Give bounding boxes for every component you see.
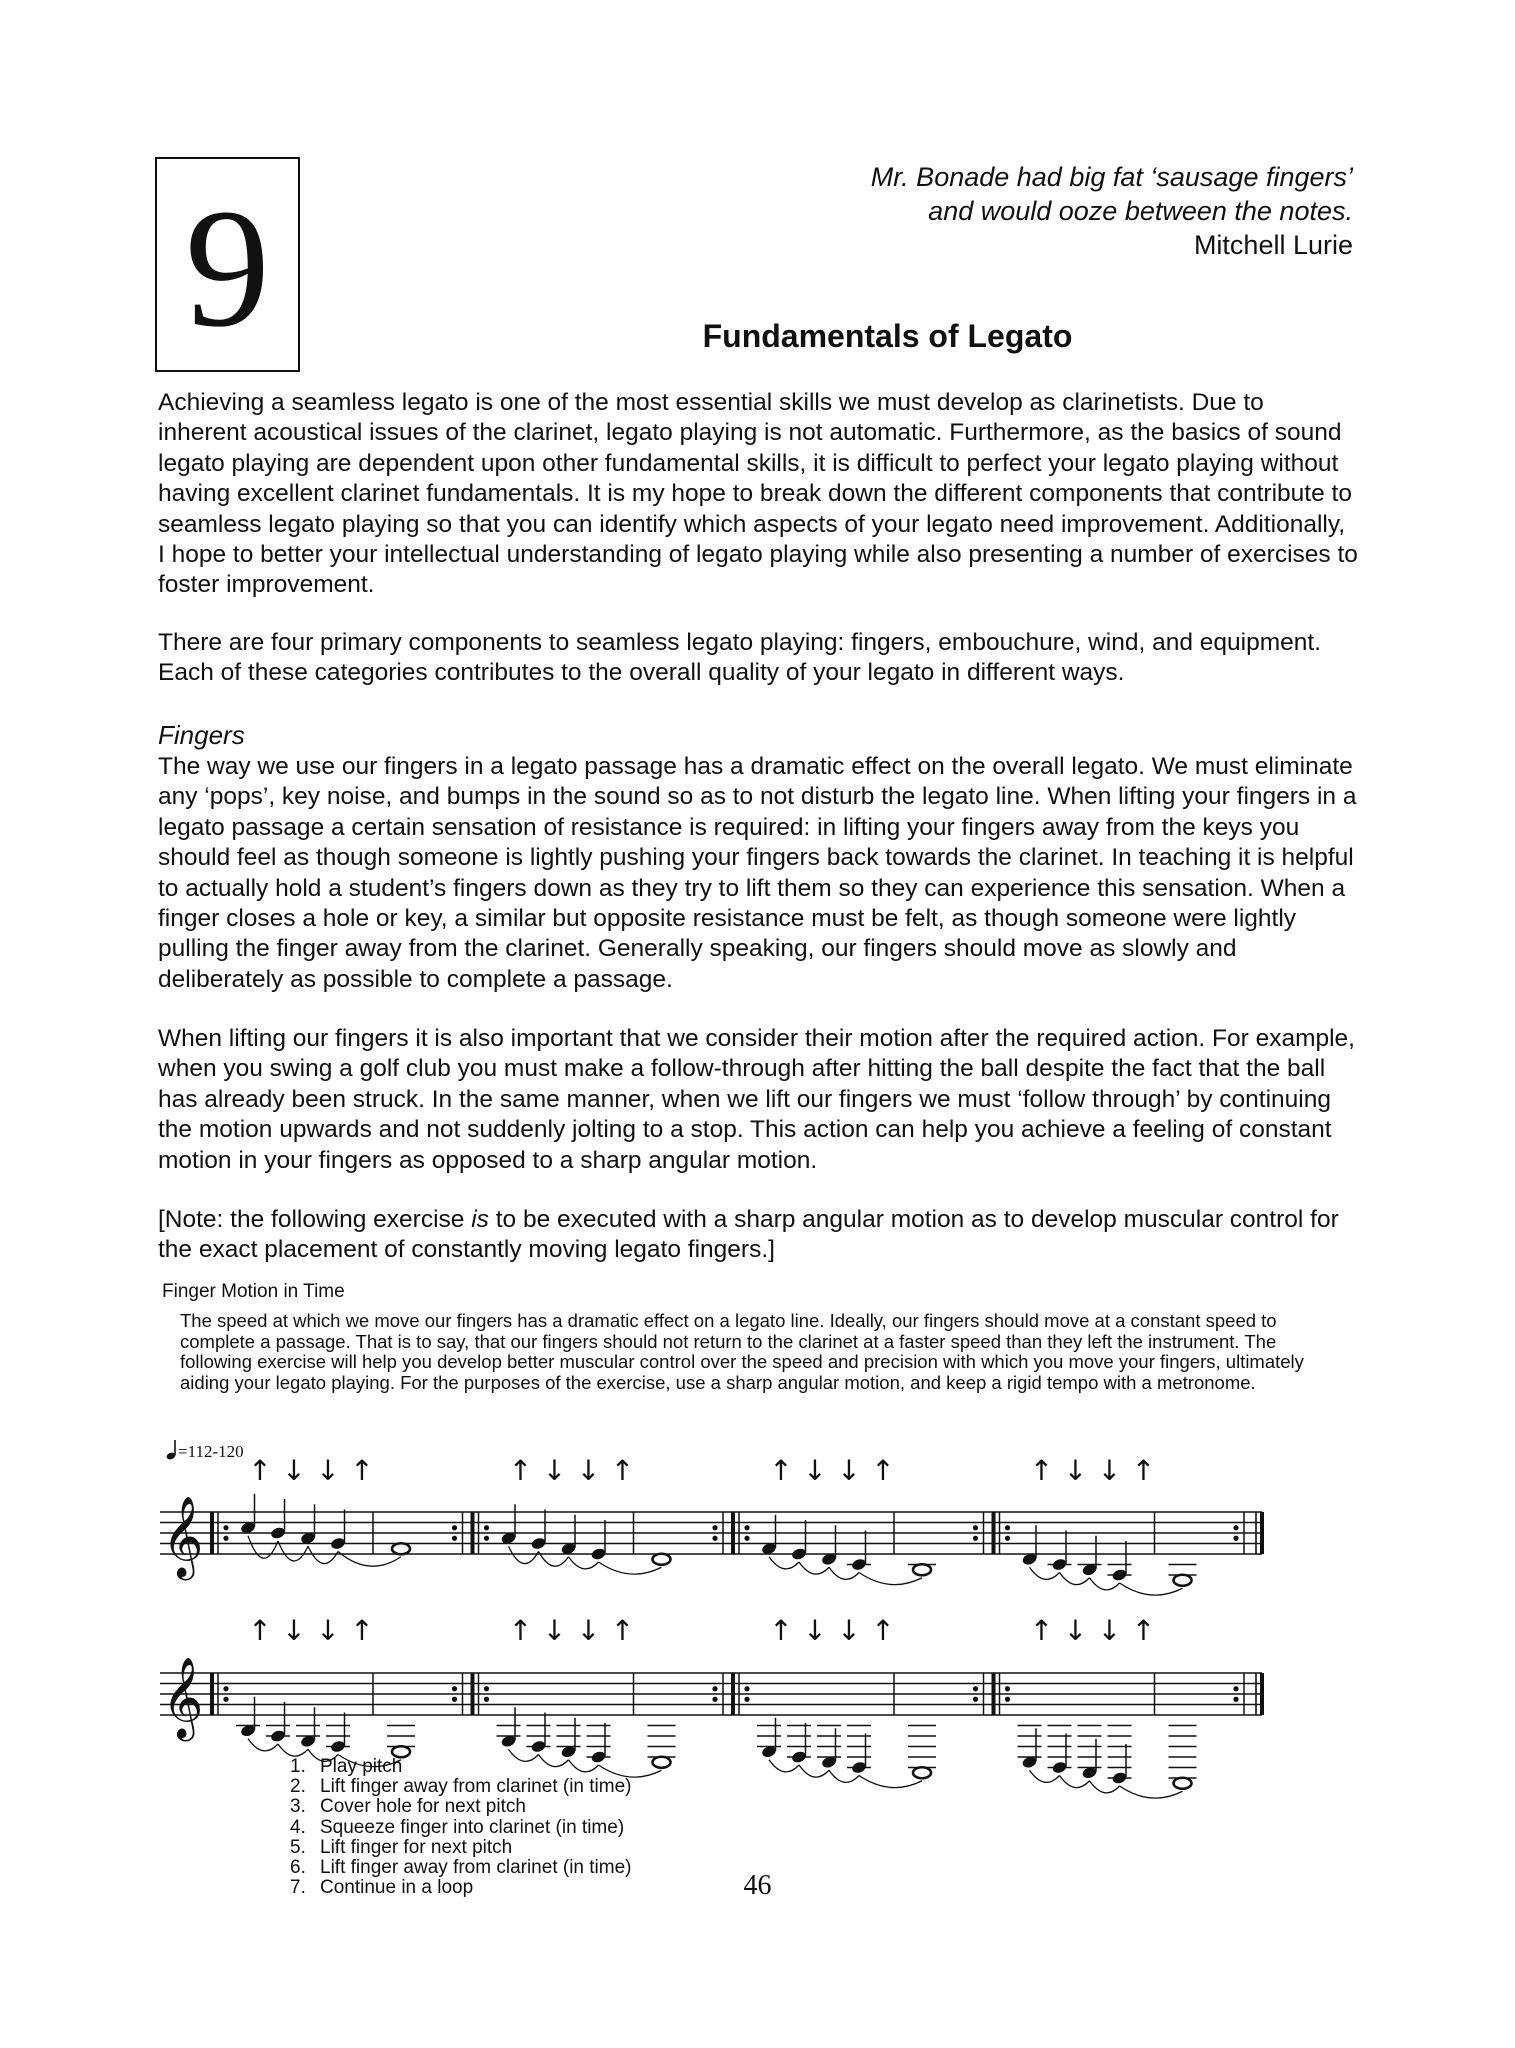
repeat-dot — [223, 1686, 228, 1691]
quarter-note — [240, 1521, 257, 1535]
paragraph-fingers: The way we use our fingers in a legato passage has a dramatic effect on the overall legato. We must eliminate any ‘pops’, key noise, and bumps in the sound so as to not disturb the legato line. When lifting your fingers in a legato passage a certain sensation of resistance is required: in lifting your fingers away from the keys you should feel as though someone is lightly pushing your fingers back towards the clarinet. In teaching it is helpful to actually hold a student’s fingers down as they try to lift them so they can experience this sensation. When a finger closes a hole or key, a similar but opposite resistance must be felt, as though someone were lightly pulling the finger away from the clarinet. Generally speaking, our fingers should move as slowly and deliberately as possible to complete a passage. — [158, 753, 1357, 993]
paragraph-components: There are four primary components to seamless legato playing: fingers, embouchure, wind, and equipment. Each of these categories contributes to the overall quality of your legato in different ways. — [158, 629, 1322, 687]
repeat-group — [473, 1504, 724, 1574]
step-text: Lift finger away from clarinet (in time) — [320, 1776, 632, 1798]
quarter-note — [330, 1536, 347, 1550]
treble-clef-icon: 𝄞 — [162, 1495, 204, 1577]
step-number: 4. — [290, 1816, 306, 1838]
slur — [278, 1541, 308, 1561]
step-number: 6. — [290, 1857, 306, 1879]
arrow-up-icon: ↑ — [871, 1614, 895, 1647]
quarter-note — [1021, 1552, 1038, 1566]
staff-system — [160, 1454, 1262, 1595]
slur — [799, 1765, 829, 1777]
arrow-up-icon: ↑ — [1131, 1614, 1156, 1647]
repeat-dot — [744, 1536, 749, 1541]
repeat-dot — [973, 1536, 978, 1541]
slur — [278, 1744, 308, 1756]
arrow-down-icon: ↓ — [803, 1454, 827, 1487]
paragraph-intro: Achieving a seamless legato is one of the most essential skills we must develop as clarinetists. Due to inherent acoustical issues of the clarinet, legato playing is not automatic. Furthermore, as the basics of sound legato playing are dependent upon other fundamental skills, it is difficult to perfect your legato playing without having excellent clarinet fundamentals. It is my hope to break down the different components that contribute to seamless legato playing so that you can identify which aspects of your legato need improvement. Additionally, I hope to better your intellectual understanding of legato playing while also presenting a number of exercises to foster improvement. — [158, 389, 1358, 599]
slur — [509, 1546, 539, 1563]
repeat-group — [733, 1673, 984, 1788]
treble-clef-icon: 𝄞 — [162, 1656, 204, 1738]
arrow-up-icon: ↑ — [769, 1454, 793, 1487]
quarter-note — [761, 1745, 778, 1759]
slur — [599, 1562, 662, 1574]
quarter-note — [270, 1729, 287, 1743]
step-number: 5. — [290, 1836, 306, 1858]
arrow-down-icon: ↓ — [282, 1454, 306, 1487]
repeat-dot — [973, 1686, 978, 1691]
slur — [1060, 1573, 1090, 1585]
exercise-description: The speed at which we move our fingers has a dramatic effect on a legato line. Ideally, our fingers should move at a constant speed to complete a passage. That is to say, that our fingers should not return to the clarinet at a faster speed than they left the instrument. The following exercise will help you develop better muscular control over the speed and precision with which you move your fingers, ultimately aiding your legato playing. For the purposes of the exercise, use a sharp angular motion, and keep a rigid tempo with a metronome. — [180, 1310, 1304, 1393]
chapter-title: Fundamentals of Legato — [702, 318, 1073, 354]
whole-note — [1174, 1778, 1192, 1789]
repeat-dot — [973, 1525, 978, 1530]
quarter-note — [1081, 1563, 1098, 1577]
exercise-step — [290, 1797, 632, 1817]
repeat-dot — [484, 1686, 489, 1691]
quarter-note — [330, 1739, 347, 1753]
repeat-dot — [452, 1686, 457, 1691]
arrow-down-icon: ↓ — [1063, 1614, 1088, 1647]
arrow-down-icon: ↓ — [576, 1614, 601, 1647]
repeat-dot — [484, 1525, 489, 1530]
step-number: 2. — [290, 1776, 306, 1798]
repeat-dot — [223, 1536, 228, 1541]
whole-note — [1174, 1575, 1192, 1586]
quarter-note — [1081, 1766, 1098, 1780]
slur — [1030, 1770, 1060, 1782]
slur — [248, 1739, 278, 1751]
slur — [769, 1760, 799, 1772]
arrow-down-icon: ↓ — [542, 1454, 567, 1487]
slur — [799, 1562, 829, 1574]
step-number: 1. — [290, 1756, 306, 1777]
step-text: Lift finger away from clarinet (in time) — [320, 1857, 632, 1879]
arrow-up-icon: ↑ — [1131, 1454, 1156, 1487]
quarter-note — [530, 1739, 547, 1753]
arrow-down-icon: ↓ — [1097, 1614, 1122, 1647]
repeat-dot — [1233, 1536, 1238, 1541]
arrow-up-icon: ↑ — [871, 1454, 895, 1487]
repeat-dot — [712, 1686, 717, 1691]
slur — [829, 1567, 859, 1579]
arrow-up-icon: ↑ — [610, 1454, 635, 1487]
quarter-note-icon — [166, 1440, 178, 1460]
quarter-note — [270, 1526, 287, 1540]
quarter-note — [300, 1734, 317, 1748]
slur — [569, 1557, 599, 1569]
step-text: Continue in a loop — [320, 1877, 474, 1899]
exercise-step — [290, 1777, 632, 1797]
repeat-dot — [712, 1697, 717, 1702]
repeat-dot — [1005, 1525, 1010, 1530]
arrow-down-icon: ↓ — [837, 1454, 861, 1487]
repeat-dot — [712, 1525, 717, 1530]
arrow-up-icon: ↑ — [248, 1454, 272, 1487]
repeat-group — [994, 1673, 1245, 1798]
repeat-dot — [484, 1697, 489, 1702]
repeat-dot — [1233, 1525, 1238, 1530]
slur — [248, 1536, 278, 1559]
repeat-group — [994, 1512, 1245, 1595]
arrow-up-icon: ↑ — [508, 1454, 533, 1487]
quarter-note — [1111, 1771, 1128, 1785]
arrow-up-icon: ↑ — [769, 1614, 793, 1647]
note-text-before: [Note: the following exercise — [158, 1206, 472, 1233]
step-text: Lift finger for next pitch — [320, 1836, 513, 1858]
slur — [308, 1546, 338, 1563]
slur — [1090, 1578, 1120, 1590]
repeat-dot — [452, 1525, 457, 1530]
quarter-note — [821, 1552, 838, 1566]
quarter-note — [1051, 1557, 1068, 1571]
arrow-up-icon: ↑ — [1029, 1454, 1054, 1487]
repeat-group — [733, 1512, 984, 1585]
arrow-up-icon: ↑ — [508, 1614, 533, 1647]
quarter-note — [791, 1750, 808, 1764]
repeat-group — [212, 1673, 463, 1767]
arrow-down-icon: ↓ — [576, 1454, 601, 1487]
step-text: Cover hole for next pitch — [320, 1796, 526, 1818]
step-number: 7. — [290, 1877, 306, 1899]
exercise-title: Finger Motion in Time — [162, 1281, 345, 1302]
section-heading-fingers: Fingers — [158, 720, 245, 750]
quarter-note — [590, 1547, 607, 1561]
whole-note — [913, 1767, 931, 1778]
repeat-dot — [1233, 1697, 1238, 1702]
step-text: Play pitch — [320, 1756, 403, 1777]
repeat-dot — [973, 1697, 978, 1702]
quarter-note — [1111, 1568, 1128, 1582]
slur — [859, 1776, 922, 1788]
paragraph-note — [158, 1205, 1358, 1266]
tempo-value: =112-120 — [178, 1442, 244, 1461]
repeat-dot — [1233, 1686, 1238, 1691]
whole-note — [392, 1543, 410, 1554]
repeat-dot — [223, 1697, 228, 1702]
whole-note — [913, 1564, 931, 1575]
quarter-note — [1021, 1755, 1038, 1769]
page-number: 46 — [743, 1870, 772, 1901]
repeat-dot — [223, 1525, 228, 1530]
slur — [769, 1557, 799, 1569]
repeat-dot — [452, 1697, 457, 1702]
repeat-dot — [452, 1536, 457, 1541]
arrow-up-icon: ↑ — [248, 1614, 272, 1647]
slur — [1090, 1781, 1120, 1793]
slur — [1030, 1567, 1060, 1579]
arrow-down-icon: ↓ — [803, 1614, 827, 1647]
quarter-note — [1051, 1760, 1068, 1774]
repeat-dot — [712, 1536, 717, 1541]
arrow-up-icon: ↑ — [1029, 1614, 1054, 1647]
epigraph — [871, 160, 1353, 262]
step-number: 3. — [290, 1796, 306, 1818]
arrow-down-icon: ↓ — [316, 1614, 340, 1647]
quarter-note — [791, 1547, 808, 1561]
repeat-dot — [484, 1536, 489, 1541]
repeat-dot — [744, 1697, 749, 1702]
slur — [859, 1573, 922, 1585]
quarter-note — [851, 1760, 868, 1774]
quarter-note — [500, 1531, 517, 1545]
repeat-dot — [744, 1525, 749, 1530]
note-text-emphasis: is — [471, 1206, 489, 1233]
repeat-dot — [1005, 1697, 1010, 1702]
slur — [338, 1552, 401, 1567]
arrow-up-icon: ↑ — [610, 1614, 635, 1647]
arrow-down-icon: ↓ — [837, 1614, 861, 1647]
repeat-group — [212, 1494, 463, 1566]
quarter-note — [240, 1724, 257, 1738]
epigraph-author: Mitchell Lurie — [1193, 230, 1353, 260]
quarter-note — [530, 1536, 547, 1550]
repeat-dot — [1005, 1536, 1010, 1541]
slur — [1120, 1786, 1183, 1798]
quarter-note — [761, 1542, 778, 1556]
arrow-up-icon: ↑ — [350, 1454, 374, 1487]
slur — [539, 1552, 569, 1567]
epigraph-line-1: Mr. Bonade had big fat ‘sausage fingers’ — [870, 162, 1353, 192]
quarter-note — [851, 1557, 868, 1571]
whole-note — [653, 1554, 671, 1565]
arrow-down-icon: ↓ — [542, 1614, 567, 1647]
paragraph-follow-through: When lifting our fingers it is also important that we consider their motion after the required action. For example, when you swing a golf club you must make a follow-through after hitting the ball despite the fact that the ball has already been struck. In the same manner, when we lift our fingers we must ‘follow through’ by continuing the motion upwards and not suddenly jolting to a stop. This action can help you achieve a feeling of constant motion in your fingers as opposed to a sharp angular motion. — [158, 1025, 1355, 1174]
exercise-step — [290, 1838, 632, 1858]
arrow-down-icon: ↓ — [1063, 1454, 1088, 1487]
repeat-dot — [1005, 1686, 1010, 1691]
slur — [1060, 1776, 1090, 1788]
quarter-note — [300, 1531, 317, 1545]
chapter-number: 9 — [185, 173, 270, 362]
arrow-up-icon: ↑ — [350, 1614, 374, 1647]
whole-note — [653, 1757, 671, 1768]
quarter-note — [560, 1542, 577, 1556]
arrow-down-icon: ↓ — [282, 1614, 306, 1647]
arrow-down-icon: ↓ — [1097, 1454, 1122, 1487]
step-text: Squeeze finger into clarinet (in time) — [320, 1816, 625, 1838]
quarter-note — [821, 1755, 838, 1769]
repeat-dot — [744, 1686, 749, 1691]
epigraph-line-2: and would ooze between the notes. — [928, 196, 1353, 226]
note-text-after: to be executed with a sharp angular motion as to develop muscular control for the exact placement of constantly moving legato fingers.] — [158, 1206, 1339, 1264]
quarter-note — [500, 1734, 517, 1748]
slur — [1120, 1583, 1183, 1595]
exercise-step — [290, 1818, 632, 1838]
exercise-step — [290, 1757, 632, 1777]
tempo-marking — [166, 1440, 244, 1462]
arrow-down-icon: ↓ — [316, 1454, 340, 1487]
slur — [829, 1770, 859, 1782]
